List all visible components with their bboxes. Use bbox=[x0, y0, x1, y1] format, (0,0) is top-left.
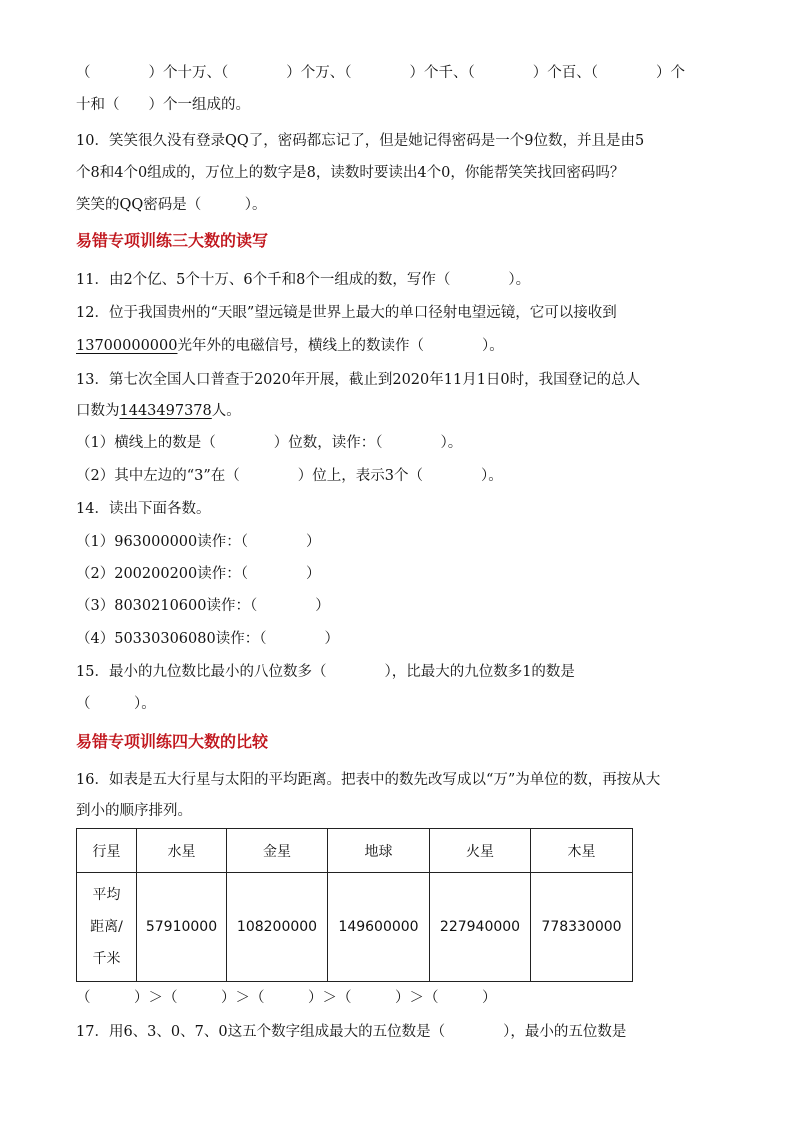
question-14-part1: （1）963000000读作：（ ） bbox=[76, 534, 321, 550]
question-14-part2: （2）200200200读作：（ ） bbox=[76, 566, 321, 582]
table-header-cell: 火星 bbox=[430, 829, 531, 873]
text-line: 十和（ ）个一组成的。 bbox=[76, 97, 250, 113]
question-10: 10．笑笑很久没有登录QQ了，密码都忘记了，但是她记得密码是一个9位数，并且是由5 bbox=[76, 133, 645, 149]
question-15: 15．最小的九位数比最小的八位数多（ ），比最大的九位数多1的数是 bbox=[76, 664, 575, 680]
question-10-line2: 个8和4个0组成的，万位上的数字是8，读数时要读出4个0，你能帮笑笑找回密码吗？ bbox=[76, 165, 625, 181]
question-13-line2 bbox=[76, 401, 241, 421]
text-line: （ ）个十万、（ ）个万、（ ）个千、（ ）个百、（ ）个 bbox=[76, 65, 685, 81]
question-15-line2: （ ）。 bbox=[76, 696, 156, 712]
question-13: 13．第七次全国人口普查于2020年开展，截止到2020年11月1日0时，我国登记的总人 bbox=[76, 372, 641, 388]
planet-distance-table bbox=[76, 828, 633, 982]
question-14-part3: （3）8030210600读作：（ ） bbox=[76, 598, 330, 614]
question-13-part1: （1）横线上的数是（ ）位数，读作：（ ）。 bbox=[76, 435, 463, 451]
table-header-row bbox=[77, 829, 633, 873]
row-header-line: 距离/ bbox=[90, 919, 123, 935]
text-span: 口数为 bbox=[76, 403, 120, 419]
table-cell: 57910000 bbox=[137, 873, 227, 982]
table-row bbox=[77, 873, 633, 982]
row-header-line: 平均 bbox=[92, 887, 121, 903]
table-row-header bbox=[77, 873, 137, 982]
text-span: 光年外的电磁信号，横线上的数读作（ ）。 bbox=[177, 338, 504, 354]
question-11: 11．由2个亿、5个十万、6个千和8个一组成的数，写作（ ）。 bbox=[76, 272, 531, 288]
row-header-line: 千米 bbox=[92, 951, 121, 967]
table-header-cell: 木星 bbox=[531, 829, 633, 873]
question-16-line2: 到小的顺序排列。 bbox=[76, 803, 192, 819]
comparison-line: （ ）＞（ ）＞（ ）＞（ ）＞（ ） bbox=[76, 990, 497, 1006]
text-span: 人。 bbox=[211, 403, 241, 419]
question-14: 14．读出下面各数。 bbox=[76, 501, 211, 517]
table-cell: 108200000 bbox=[227, 873, 328, 982]
question-14-part4: （4）50330306080读作：（ ） bbox=[76, 631, 339, 647]
table-header-cell: 行星 bbox=[77, 829, 137, 873]
section-heading: 易错专项训练三大数的读写 bbox=[76, 231, 269, 250]
section-heading: 易错专项训练四大数的比较 bbox=[76, 732, 269, 751]
question-13-part2: （2）其中左边的“3”在（ ）位上，表示3个（ ）。 bbox=[76, 468, 503, 484]
question-10-line3: 笑笑的QQ密码是（ ）。 bbox=[76, 197, 267, 213]
table-cell: 778330000 bbox=[531, 873, 633, 982]
table-cell: 149600000 bbox=[328, 873, 430, 982]
table-cell: 227940000 bbox=[430, 873, 531, 982]
question-12-line2 bbox=[76, 336, 504, 356]
table-header-cell: 水星 bbox=[137, 829, 227, 873]
table-header-cell: 金星 bbox=[227, 829, 328, 873]
question-16: 16．如表是五大行星与太阳的平均距离。把表中的数先改写成以“万”为单位的数，再按从大 bbox=[76, 772, 661, 788]
underlined-number: 13700000000 bbox=[76, 338, 178, 354]
table-header-cell: 地球 bbox=[328, 829, 430, 873]
underlined-number: 1443497378 bbox=[119, 403, 212, 419]
question-17: 17．用6、3、0、7、0这五个数字组成最大的五位数是（ ），最小的五位数是 bbox=[76, 1024, 627, 1040]
question-12: 12．位于我国贵州的“天眼”望远镜是世界上最大的单口径射电望远镜，它可以接收到 bbox=[76, 305, 617, 321]
